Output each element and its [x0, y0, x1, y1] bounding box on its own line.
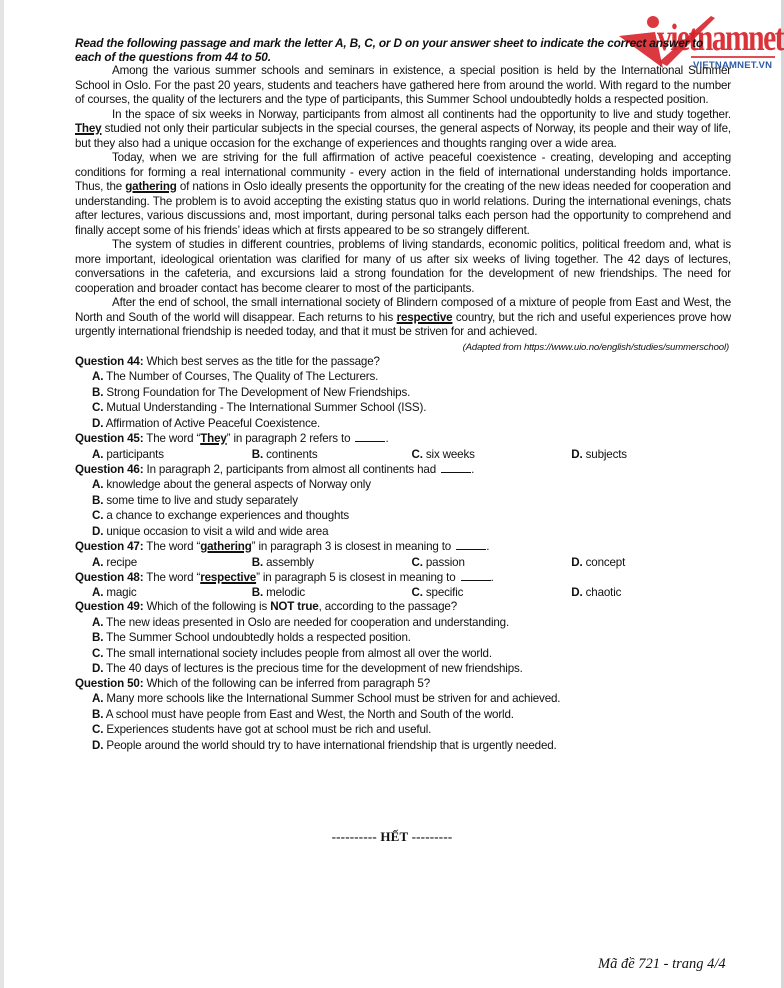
option-letter: B. [251, 586, 264, 600]
option-text: melodic [263, 586, 306, 600]
option-text: some time to live and study separately [103, 493, 298, 507]
option-c[interactable] [92, 646, 731, 662]
option-b[interactable] [252, 555, 412, 570]
option-text: Strong Foundation for The Development of New Friendships. [103, 385, 411, 399]
question-stem [75, 431, 731, 447]
option-letter: A. [92, 692, 104, 706]
question-48 [75, 570, 731, 601]
question-number: Question 45: [75, 432, 144, 446]
option-b[interactable] [92, 493, 731, 509]
option-b[interactable] [252, 585, 412, 600]
option-d[interactable] [92, 661, 731, 677]
option-a[interactable] [92, 555, 252, 570]
option-letter: C. [92, 646, 104, 660]
option-letter: A. [92, 615, 104, 629]
keyword-gathering: gathering [125, 180, 177, 194]
option-a[interactable] [92, 585, 252, 600]
question-end: . [490, 570, 494, 584]
option-text: The 40 days of lectures is the precious time for the development of new friendships. [103, 662, 523, 676]
answer-blank [456, 539, 486, 550]
option-d[interactable] [92, 524, 731, 540]
p5-text-before: After the end of school, the small international society of Blindern composed of a mixture of people from East and West, the North and South of the world will disappear. Each returns to his [75, 296, 731, 324]
option-letter: C. [92, 509, 104, 523]
option-d[interactable] [571, 555, 731, 570]
option-d[interactable] [92, 738, 731, 754]
option-a[interactable] [92, 369, 731, 385]
option-letter: C. [411, 555, 423, 569]
p2-text-before: In the space of six weeks in Norway, participants from almost all continents had the opportunity to live and study together. [112, 107, 731, 121]
question-keyword: gathering [200, 540, 252, 554]
question-stem [75, 570, 731, 586]
p2-text-after: studied not only their particular subjects in the special courses, the general aspects of Norway, its people and their way of life, but they also had a unique occasion for the exchange of experiences and thoughts ranging over a wide area. [75, 122, 731, 150]
question-keyword: They [200, 432, 227, 446]
question-text-after: ” in paragraph 5 is closest in meaning to [256, 570, 459, 584]
option-a[interactable] [92, 477, 731, 493]
p3-text-after: of nations in Oslo ideally presents the opportunity for the creating of the new ideas needed for cooperation and understanding. The problem is to avoid accepting the existing status quo in world relations. During the international evenings, chats after lectures, various discussions and, most important, during personal talks each person had the opportunity to comprehend and finally accept some of his friends’ ideas which at firsts appeared to be so strangely different. [75, 180, 731, 237]
question-44 [75, 355, 731, 432]
option-c[interactable] [412, 585, 572, 600]
answer-blank [355, 431, 385, 442]
option-letter: C. [92, 401, 104, 415]
option-a[interactable] [92, 691, 731, 707]
question-text-after: ” in paragraph 3 is closest in meaning to [251, 540, 455, 554]
option-text: magic [103, 586, 137, 600]
option-text: Experiences students have got at school must be rich and useful. [103, 723, 432, 737]
option-c[interactable] [92, 400, 731, 416]
question-50 [75, 677, 731, 754]
option-letter: A. [92, 586, 104, 600]
question-text-before: The word “ [143, 540, 201, 554]
option-text: six weeks [422, 447, 475, 461]
options-row [92, 555, 731, 570]
question-end: . [385, 432, 389, 446]
option-text: knowledge about the general aspects of Norway only [103, 478, 371, 492]
question-stem [75, 600, 731, 615]
option-text: People around the world should try to have international friendship that is urgently needed. [103, 738, 557, 752]
keyword-they: They [75, 122, 102, 136]
logo-site-text: VIETNAMNET.VN [693, 60, 773, 71]
option-text: Affirmation of Active Peaceful Coexistence. [103, 416, 321, 430]
option-text: passion [422, 555, 465, 569]
answer-blank [461, 570, 491, 581]
question-text-before: The word “ [143, 570, 201, 584]
option-text: recipe [103, 555, 138, 569]
option-text: The new ideas presented in Oslo are needed for cooperation and understanding. [103, 615, 510, 629]
option-text: The Number of Courses, The Quality of The Lecturers. [103, 370, 379, 384]
question-stem [75, 355, 731, 370]
option-text: chaotic [582, 586, 622, 600]
option-d[interactable] [92, 416, 731, 432]
option-text: concept [582, 555, 626, 569]
question-number: Question 49: [75, 600, 144, 614]
option-b[interactable] [92, 707, 731, 723]
option-text: a chance to exchange experiences and thoughts [103, 509, 350, 523]
option-letter: D. [92, 662, 104, 676]
question-end: . [486, 540, 490, 554]
question-number: Question 44: [75, 354, 144, 368]
question-text: Which of the following can be inferred from paragraph 5? [143, 676, 431, 690]
option-c[interactable] [412, 447, 572, 462]
passage-paragraph-4: The system of studies in different countries, problems of living standards, economic politics, political freedom and, what is more important, ideological orientation was clarified for many of us after six weeks of living together. The 42 days of lectures, conversations in the cafeteria, and excursions laid a strong foundation for the development of new friendships. The need for cooperation and broader contact has become clearer to most of the participants. [75, 238, 731, 295]
exam-page [75, 36, 731, 753]
option-text: The small international society includes people from almost all over the world. [103, 646, 492, 660]
option-letter: D. [92, 416, 104, 430]
option-b[interactable] [252, 447, 412, 462]
passage-paragraph-2 [75, 108, 731, 152]
option-a[interactable] [92, 447, 252, 462]
option-letter: A. [92, 370, 104, 384]
option-letter: D. [92, 738, 104, 752]
option-letter: C. [92, 723, 104, 737]
option-text: Mutual Understanding - The International Summer School (ISS). [103, 401, 427, 415]
option-letter: B. [92, 385, 104, 399]
passage-paragraph-5 [75, 296, 731, 340]
option-b[interactable] [92, 630, 731, 646]
question-end: . [471, 462, 475, 476]
page-footer: Mã đề 721 - trang 4/4 [598, 956, 726, 972]
option-text: unique occasion to visit a wild and wide area [103, 524, 329, 538]
question-49 [75, 600, 731, 677]
passage-paragraph-3 [75, 151, 731, 238]
option-letter: B. [251, 555, 264, 569]
question-stem [75, 539, 731, 555]
option-letter: D. [571, 555, 583, 569]
option-text: subjects [582, 447, 627, 461]
option-text: participants [103, 447, 164, 461]
option-letter: B. [92, 631, 104, 645]
question-number: Question 47: [75, 540, 144, 554]
option-letter: D. [571, 447, 583, 461]
option-c[interactable] [412, 555, 572, 570]
option-letter: A. [92, 478, 104, 492]
option-letter: C. [411, 447, 423, 461]
question-number: Question 46: [75, 462, 144, 476]
question-number: Question 48: [75, 570, 144, 584]
keyword-respective: respective [396, 310, 453, 324]
option-letter: B. [251, 447, 264, 461]
option-letter: A. [92, 555, 104, 569]
question-text: Which best serves as the title for the passage? [143, 354, 380, 368]
question-text-after: , according to the passage? [318, 600, 457, 614]
option-text: Many more schools like the International Summer School must be striven for and achieved. [103, 692, 561, 706]
question-45 [75, 431, 731, 462]
question-number: Question 50: [75, 676, 144, 690]
options-row [92, 585, 731, 600]
option-letter: D. [92, 524, 104, 538]
option-letter: C. [411, 586, 423, 600]
question-text-after: ” in paragraph 2 refers to [226, 432, 354, 446]
answer-blank [441, 462, 471, 473]
passage-source: (Adapted from https://www.uio.no/english/studies/summerschool) [462, 341, 729, 353]
p5-text-after: country, but the rich and useful experiences prove how urgently international friendship is needed today, and that it must be striven for and achieved. [75, 310, 731, 339]
option-text: assembly [263, 555, 314, 569]
option-letter: A. [92, 447, 104, 461]
instructions: Read the following passage and mark the letter A, B, C, or D on your answer sheet to indicate the correct answer to each of the questions from 44 to 50. [75, 36, 704, 65]
option-a[interactable] [92, 615, 731, 631]
end-of-exam-marker: ---------- HẾT --------- [331, 829, 453, 844]
option-text: The Summer School undoubtedly holds a respected position. [103, 631, 411, 645]
option-letter: B. [92, 707, 104, 721]
logo-brand-text: vietnamnet [657, 17, 783, 59]
option-text: A school must have people from East and West, the North and South of the world. [103, 707, 514, 721]
passage-paragraph-1: Among the various summer schools and seminars in existence, a special position is held by the International Summer School in Oslo. For the past 20 years, students and teachers have gathered here from around the world. With regard to the number of courses, the quality of the lecturers and the type of participants, this Summer School undoubtedly holds a respected position. [75, 64, 731, 107]
question-stem [75, 677, 731, 692]
question-47 [75, 539, 731, 570]
question-46 [75, 462, 731, 540]
option-text: specific [422, 586, 464, 600]
p3-text-before: Today, when we are striving for the full affirmation of active peaceful coexistence - creating, developing and accepting conditions for forming a real international community - every action in the field of international understanding holds importance. Thus, the [75, 151, 731, 194]
question-text-before: The word “ [143, 432, 201, 446]
option-b[interactable] [92, 385, 731, 401]
option-d[interactable] [571, 447, 731, 462]
question-emphasis: NOT true [270, 600, 319, 614]
option-c[interactable] [92, 508, 731, 524]
question-text: In paragraph 2, participants from almost all continents had [143, 462, 440, 476]
option-text: continents [263, 447, 318, 461]
question-text-before: Which of the following is [143, 600, 271, 614]
question-stem [75, 462, 731, 478]
option-c[interactable] [92, 722, 731, 738]
option-letter: B. [92, 493, 104, 507]
question-keyword: respective [200, 570, 257, 584]
option-d[interactable] [571, 585, 731, 600]
options-row [92, 447, 731, 462]
option-letter: D. [571, 586, 583, 600]
